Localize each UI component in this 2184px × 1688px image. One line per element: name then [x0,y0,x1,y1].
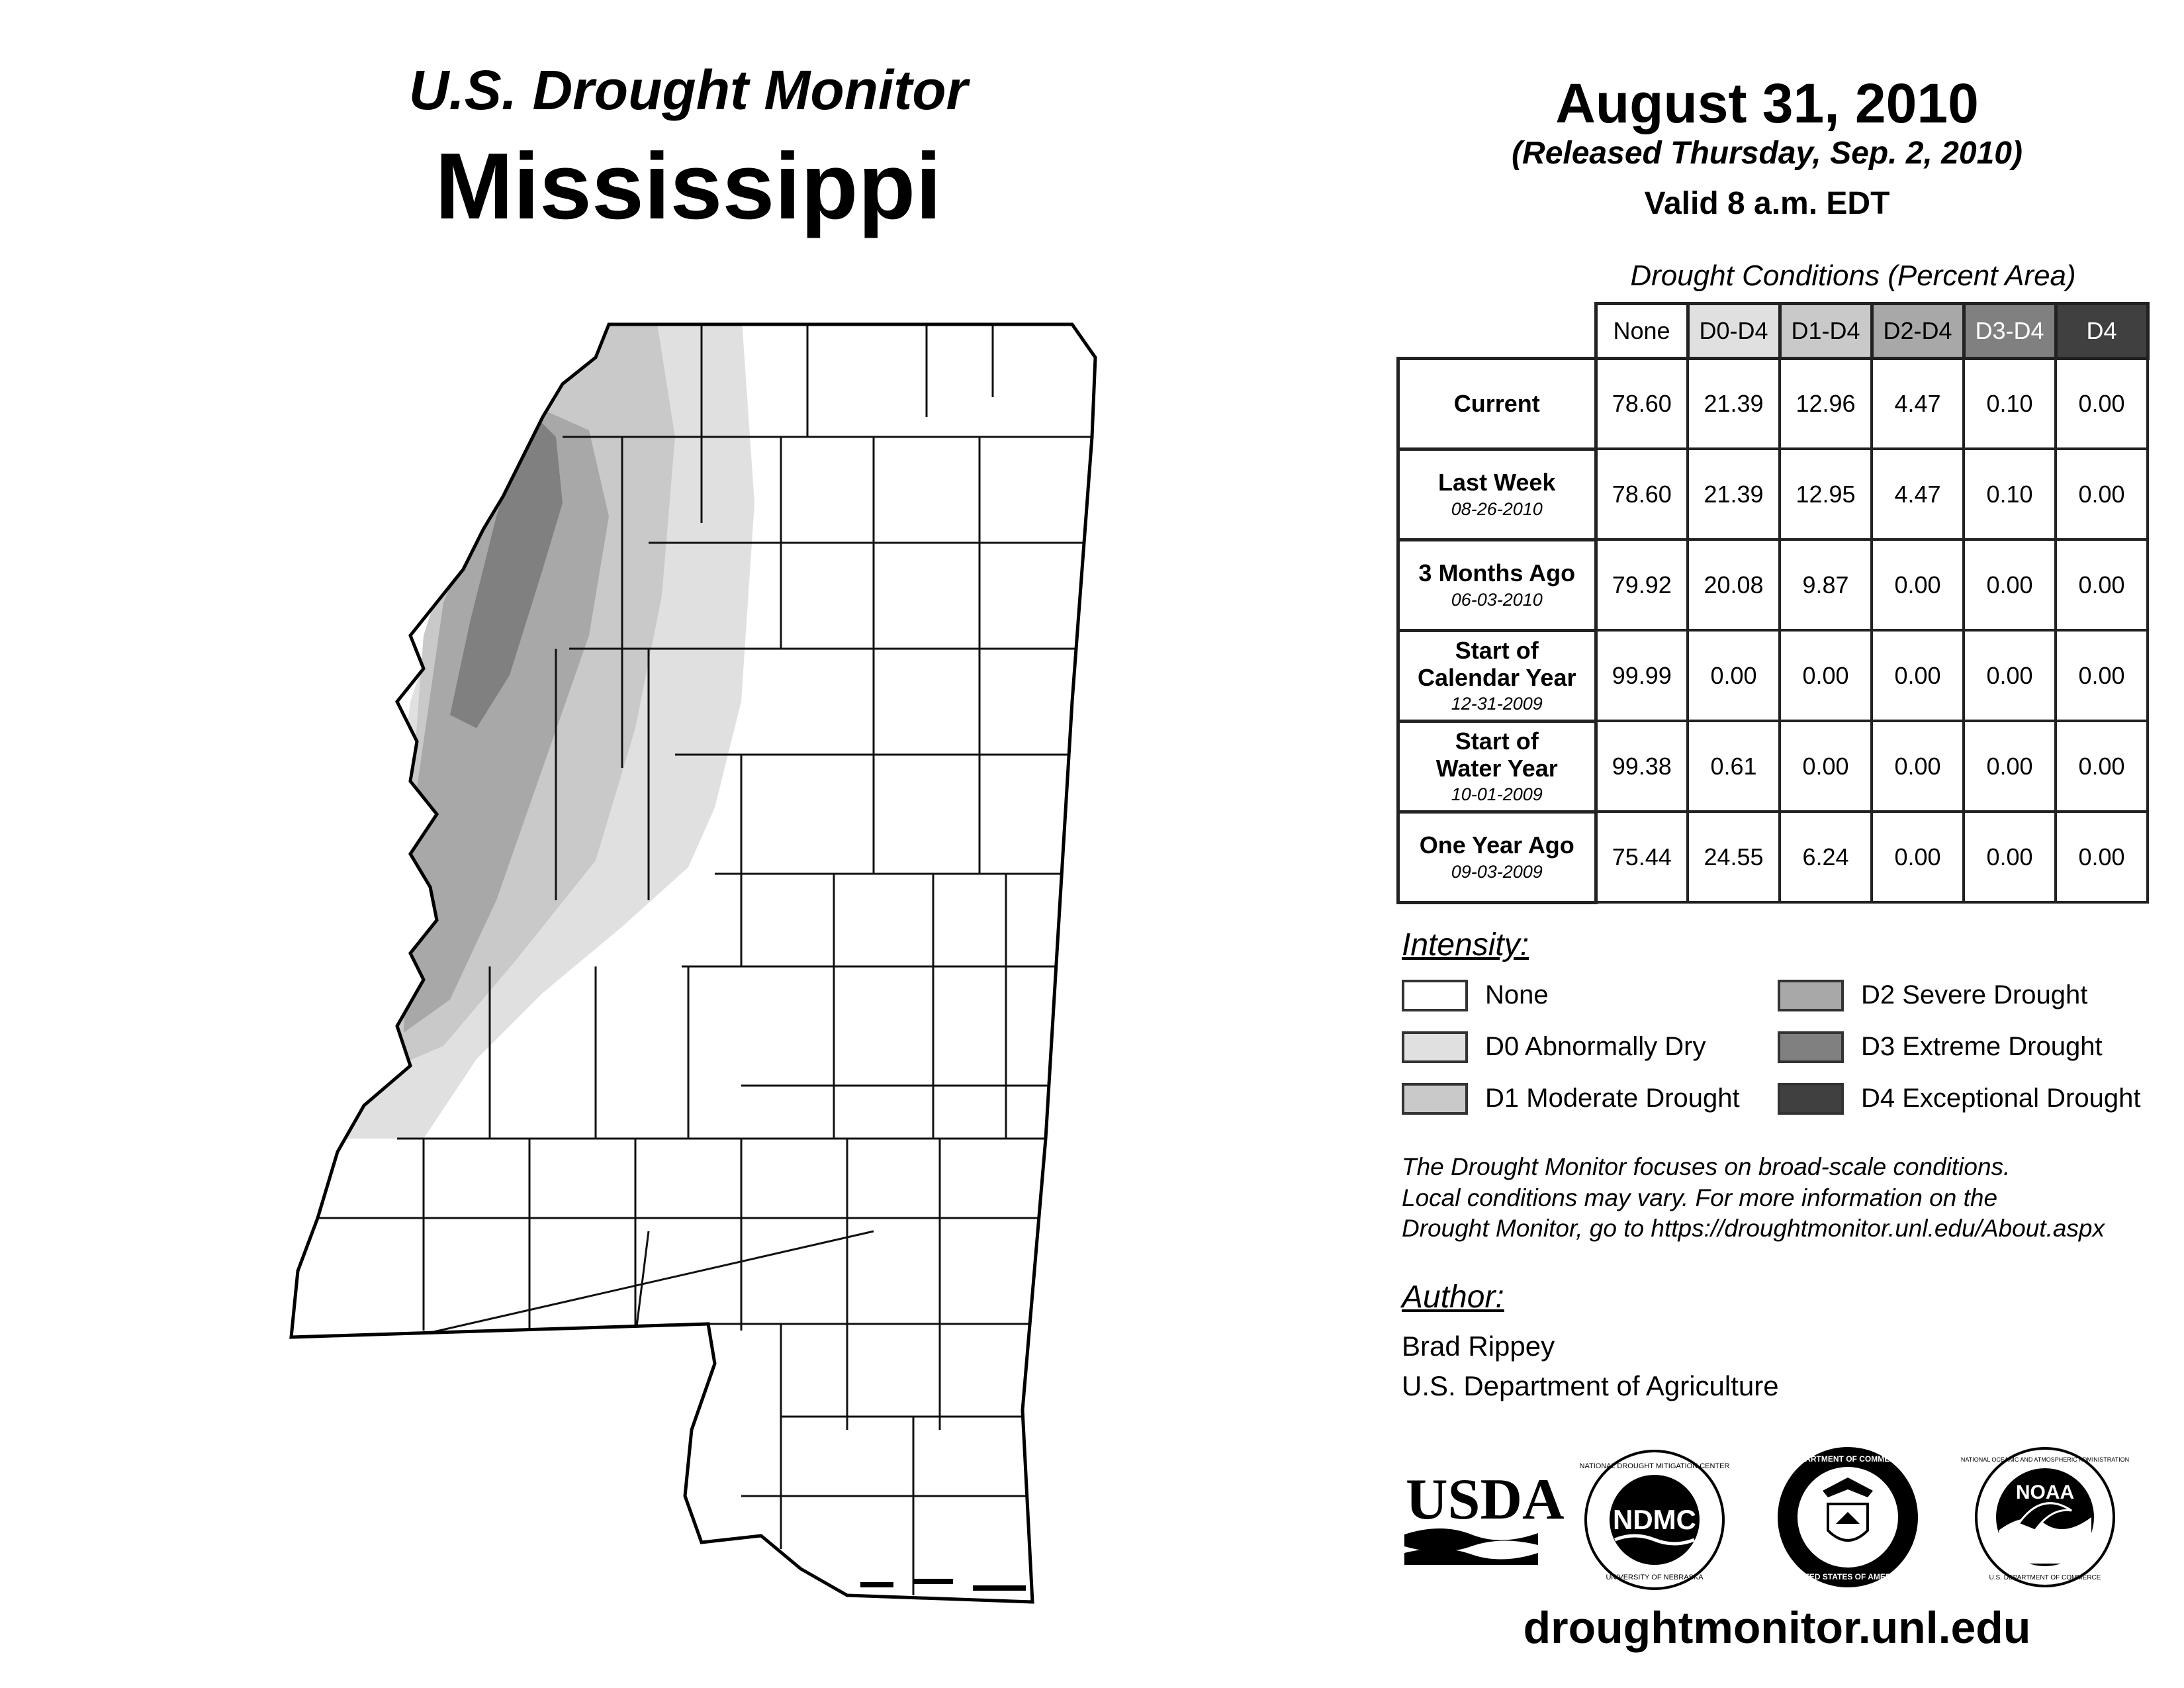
row-label-text-2: Water Year [1435,754,1558,782]
table-cell: 4.47 [1872,449,1964,539]
state-title: Mississippi [435,134,942,239]
table-cell: 0.00 [1872,630,1964,721]
legend-label-d2: D2 Severe Drought [1861,980,2088,1009]
usda-logo-text: USDA [1406,1468,1565,1532]
table-cell: 20.08 [1688,539,1780,630]
legend-swatch-d0 [1402,1031,1468,1063]
table-cell: 21.39 [1688,449,1780,539]
row-label [1398,812,1596,902]
legend-label-d0: D0 Abnormally Dry [1485,1032,1706,1061]
table-row [1398,358,2148,449]
table-row [1398,812,2148,902]
table-cell: 78.60 [1596,449,1688,539]
table-cell: 0.00 [1780,630,1872,721]
ndmc-ring-top: NATIONAL DROUGHT MITIGATION CENTER [1579,1462,1730,1470]
row-label-text: 3 Months Ago [1418,559,1576,587]
table-cell: 24.55 [1688,812,1780,902]
legend-label-d4: D4 Exceptional Drought [1861,1084,2141,1113]
table-cell: 0.00 [1872,721,1964,812]
release-date: (Released Thursday, Sep. 2, 2010) [1512,136,2023,171]
row-date: 06-03-2010 [1451,589,1543,610]
table-cell: 9.87 [1780,539,1872,630]
author-name: Brad Rippey [1402,1331,1555,1362]
map-date: August 31, 2010 [1555,72,1979,134]
table-cell: 0.00 [1872,812,1964,902]
row-label-text: One Year Ago [1419,831,1574,859]
legend-label-d1: D1 Moderate Drought [1485,1084,1740,1113]
table-cell: 0.00 [2056,358,2148,449]
noaa-logo [1960,1444,2130,1590]
table-row [1398,539,2148,630]
table-cell: 79.92 [1596,539,1688,630]
table-cell: 0.00 [2056,539,2148,630]
table-cell: 0.10 [1964,449,2056,539]
ndmc-logo-text: NDMC [1613,1504,1696,1535]
table-cell: 0.00 [2056,630,2148,721]
legend-swatch-d4 [1778,1083,1844,1115]
note-line: Local conditions may vary. For more information on the [1402,1184,1998,1211]
valid-time: Valid 8 a.m. EDT [1644,186,1890,221]
table-cell: 21.39 [1688,358,1780,449]
legend-swatch-d1 [1402,1083,1468,1115]
column-header-d3-d4: D3-D4 [1964,304,2056,359]
doc-ring-top: DEPARTMENT OF COMMERCE [1789,1454,1907,1464]
column-header-none: None [1596,304,1688,359]
doc-ring-bottom: UNITED STATES OF AMERICA [1790,1572,1905,1581]
legend-heading: Intensity: [1402,927,1529,962]
legend-label-d3: D3 Extreme Drought [1861,1032,2103,1061]
legend-swatch-none [1402,980,1468,1011]
column-header-d1-d4: D1-D4 [1780,304,1872,359]
ndmc-ring-bottom: UNIVERSITY OF NEBRASKA [1606,1573,1704,1581]
row-label [1398,449,1596,539]
table-cell: 78.60 [1596,358,1688,449]
author-organization: U.S. Department of Agriculture [1402,1370,1779,1401]
table-caption: Drought Conditions (Percent Area) [1630,259,2076,292]
table-cell: 99.99 [1596,630,1688,721]
table-corner [1398,304,1596,359]
doc-seal-logo [1775,1444,1921,1590]
table-row [1398,721,2148,812]
table-cell: 0.00 [2056,449,2148,539]
website-link[interactable]: droughtmonitor.unl.edu [1523,1603,2031,1653]
column-header-d0-d4: D0-D4 [1688,304,1780,359]
row-date: 12-31-2009 [1451,694,1543,714]
table-cell: 6.24 [1780,812,1872,902]
table-cell: 0.00 [2056,812,2148,902]
table-cell: 75.44 [1596,812,1688,902]
row-date: 09-03-2009 [1451,861,1543,882]
noaa-ring-bottom: U.S. DEPARTMENT OF COMMERCE [1989,1574,2101,1581]
note-line: The Drought Monitor focuses on broad-scale conditions. [1402,1153,2011,1180]
row-label-text: Start of [1455,636,1539,664]
table-cell: 4.47 [1872,358,1964,449]
row-label [1398,721,1596,812]
table-cell: 99.38 [1596,721,1688,812]
drought-conditions-table [1396,302,2150,904]
table-cell: 0.61 [1688,721,1780,812]
row-label-text: Last Week [1438,469,1556,496]
table-cell: 0.00 [1780,721,1872,812]
legend-label-none: None [1485,980,1549,1009]
row-date: 08-26-2010 [1451,498,1543,519]
table-cell: 0.00 [1964,721,2056,812]
column-header-d4: D4 [2056,304,2148,359]
noaa-logo-text: NOAA [2015,1481,2075,1503]
table-row [1398,630,2148,721]
row-label-text-2: Calendar Year [1418,663,1576,691]
column-header-d2-d4: D2-D4 [1872,304,1964,359]
row-label [1398,539,1596,630]
table-cell: 12.95 [1780,449,1872,539]
legend-swatch-d3 [1778,1031,1844,1063]
author-heading: Author: [1402,1280,1504,1315]
row-label [1398,630,1596,721]
table-cell: 0.00 [1688,630,1780,721]
table-cell: 0.00 [1964,812,2056,902]
drought-map [278,305,1112,1602]
row-label [1398,358,1596,449]
row-label-text: Current [1453,389,1540,417]
usda-logo [1402,1463,1565,1569]
table-cell: 0.00 [1964,630,2056,721]
table-header-row [1398,304,2148,359]
noaa-ring-top: NATIONAL OCEANIC AND ATMOSPHERIC ADMINISTRATION [1960,1456,2130,1463]
table-row [1398,449,2148,539]
ndmc-logo [1579,1447,1730,1593]
table-cell: 12.96 [1780,358,1872,449]
product-title: U.S. Drought Monitor [408,59,968,121]
table-cell: 0.00 [2056,721,2148,812]
row-label-text: Start of [1455,727,1539,755]
info-note [1402,1152,2163,1244]
legend-swatch-d2 [1778,980,1844,1011]
row-date: 10-01-2009 [1451,784,1543,805]
note-line: Drought Monitor, go to https://droughtmonitor.unl.edu/About.aspx [1402,1215,2105,1243]
table-cell: 0.10 [1964,358,2056,449]
table-cell: 0.00 [1872,539,1964,630]
table-cell: 0.00 [1964,539,2056,630]
